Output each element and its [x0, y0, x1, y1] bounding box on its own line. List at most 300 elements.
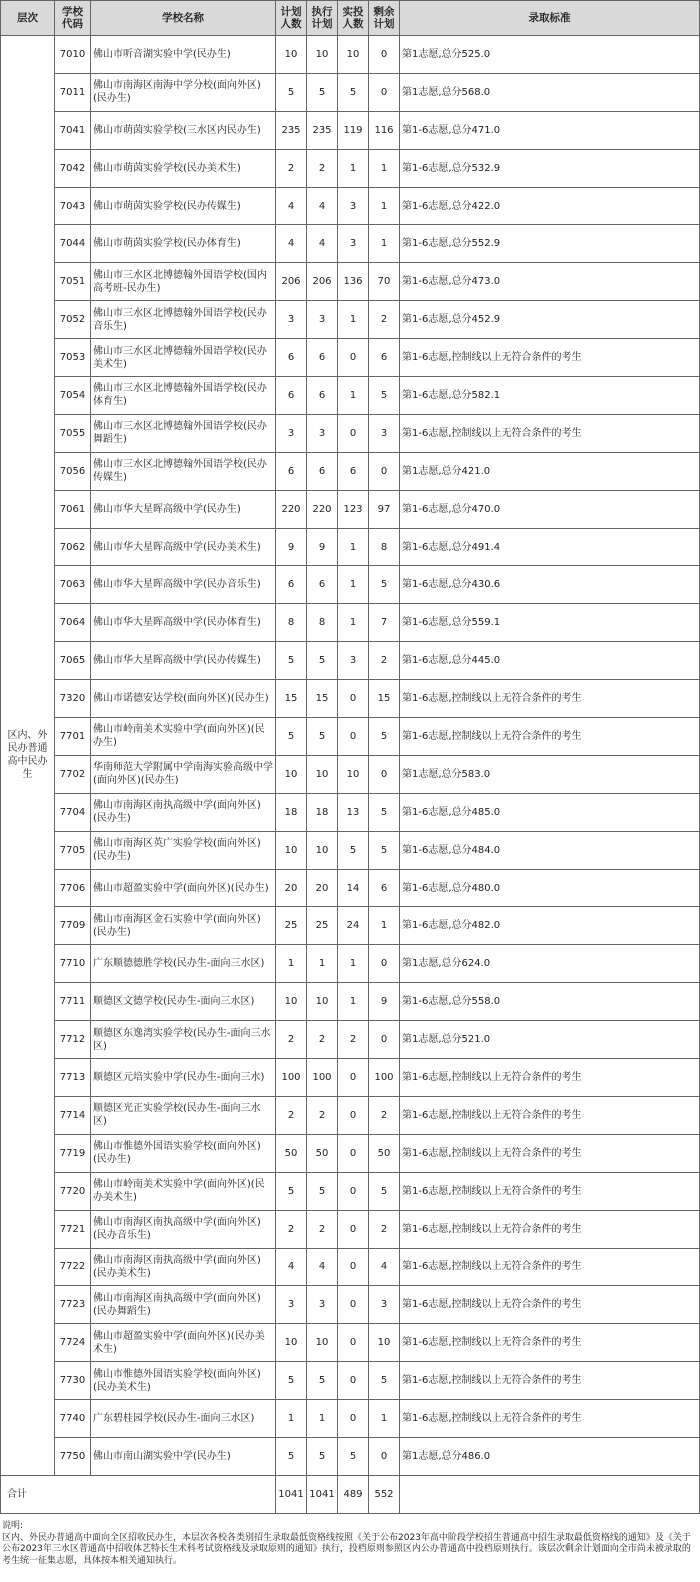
plan-cell: 5: [276, 1362, 307, 1400]
plan-cell: 10: [276, 36, 307, 74]
header-exec: [307, 1, 338, 36]
remain-cell: 3: [369, 1286, 400, 1324]
code-cell: 7010: [55, 36, 91, 74]
code-cell: 7042: [55, 149, 91, 187]
exec-cell: 50: [307, 1134, 338, 1172]
name-cell: 佛山市华大星晖高级中学(民办传媒生): [91, 642, 276, 680]
header-level: 层次: [1, 1, 55, 36]
code-cell: 7719: [55, 1134, 91, 1172]
table-row: [1, 1437, 700, 1475]
plan-cell: 6: [276, 339, 307, 377]
header-name: 学校名称: [91, 1, 276, 36]
table-row: [1, 1134, 700, 1172]
remain-cell: 2: [369, 642, 400, 680]
table-row: [1, 111, 700, 149]
header-row: [1, 1, 700, 36]
exec-cell: 3: [307, 301, 338, 339]
actual-cell: 5: [338, 1437, 369, 1475]
standard-cell: 第1-6志愿,控制线以上无符合条件的考生: [400, 1134, 700, 1172]
table-row: [1, 1248, 700, 1286]
code-cell: 7711: [55, 983, 91, 1021]
standard-cell: 第1-6志愿,总分482.0: [400, 907, 700, 945]
code-cell: 7056: [55, 452, 91, 490]
actual-cell: 0: [338, 414, 369, 452]
table-body: [1, 36, 700, 1514]
name-cell: 佛山市南海区南执高级中学(面向外区)(民办美术生): [91, 1248, 276, 1286]
remain-cell: 97: [369, 490, 400, 528]
plan-cell: 9: [276, 528, 307, 566]
actual-cell: 3: [338, 642, 369, 680]
code-cell: 7720: [55, 1172, 91, 1210]
actual-cell: 1: [338, 149, 369, 187]
name-cell: 佛山市南海区南执高级中学(面向外区)(民办生): [91, 793, 276, 831]
code-cell: 7061: [55, 490, 91, 528]
actual-cell: 0: [338, 718, 369, 756]
remain-cell: 15: [369, 680, 400, 718]
plan-cell: 1: [276, 1400, 307, 1438]
name-cell: 佛山市南海区金石实验中学(面向外区)(民办生): [91, 907, 276, 945]
exec-cell: 15: [307, 680, 338, 718]
plan-cell: 10: [276, 755, 307, 793]
plan-cell: 3: [276, 1286, 307, 1324]
code-cell: 7704: [55, 793, 91, 831]
remain-cell: 1: [369, 907, 400, 945]
actual-cell: 0: [338, 1324, 369, 1362]
standard-cell: 第1-6志愿,总分491.4: [400, 528, 700, 566]
header-remain: [369, 1, 400, 36]
plan-cell: 235: [276, 111, 307, 149]
remain-cell: 5: [369, 566, 400, 604]
exec-cell: 6: [307, 339, 338, 377]
table-row: [1, 1210, 700, 1248]
name-cell: 佛山市三水区北博德翰外国语学校(民办体育生): [91, 377, 276, 415]
name-cell: 佛山市三水区北博德翰外国语学校(民办美术生): [91, 339, 276, 377]
name-cell: 佛山市南山湖实验中学(民办生): [91, 1437, 276, 1475]
plan-cell: 8: [276, 604, 307, 642]
exec-cell: 6: [307, 452, 338, 490]
code-cell: 7706: [55, 869, 91, 907]
remain-cell: 2: [369, 1096, 400, 1134]
exec-cell: 6: [307, 566, 338, 604]
actual-cell: 0: [338, 1210, 369, 1248]
plan-cell: 220: [276, 490, 307, 528]
standard-cell: 第1志愿,总分525.0: [400, 36, 700, 74]
actual-cell: 0: [338, 1362, 369, 1400]
exec-cell: 8: [307, 604, 338, 642]
name-cell: 佛山市三水区北博德翰外国语学校(民办传媒生): [91, 452, 276, 490]
plan-cell: 5: [276, 73, 307, 111]
remain-cell: 0: [369, 945, 400, 983]
total-row: [1, 1475, 700, 1513]
name-cell: 广东顺德德胜学校(民办生-面向三水区): [91, 945, 276, 983]
actual-cell: 0: [338, 1096, 369, 1134]
plan-cell: 5: [276, 642, 307, 680]
table-row: [1, 718, 700, 756]
table-row: [1, 339, 700, 377]
code-cell: 7054: [55, 377, 91, 415]
table-row: [1, 642, 700, 680]
name-cell: 顺德区元培实验中学(民办生-面向三水): [91, 1059, 276, 1097]
exec-cell: 5: [307, 1362, 338, 1400]
code-cell: 7062: [55, 528, 91, 566]
actual-cell: 24: [338, 907, 369, 945]
table-row: [1, 1362, 700, 1400]
exec-cell: 4: [307, 187, 338, 225]
name-cell: 佛山市华大星晖高级中学(民办音乐生): [91, 566, 276, 604]
remain-cell: 70: [369, 263, 400, 301]
name-cell: 佛山市华大星晖高级中学(民办美术生): [91, 528, 276, 566]
exec-cell: 9: [307, 528, 338, 566]
exec-cell: 20: [307, 869, 338, 907]
note-block: [2, 1521, 696, 1567]
total-label: 合计: [1, 1475, 276, 1513]
header-code: [55, 1, 91, 36]
actual-cell: 10: [338, 755, 369, 793]
name-cell: 佛山市岭南美术实验中学(面向外区)(民办生): [91, 718, 276, 756]
exec-cell: 206: [307, 263, 338, 301]
remain-cell: 0: [369, 1021, 400, 1059]
standard-cell: 第1-6志愿,控制线以上无符合条件的考生: [400, 1059, 700, 1097]
remain-cell: 2: [369, 1210, 400, 1248]
remain-cell: 0: [369, 73, 400, 111]
table-row: [1, 1096, 700, 1134]
code-cell: 7063: [55, 566, 91, 604]
exec-cell: 5: [307, 1172, 338, 1210]
standard-cell: 第1志愿,总分421.0: [400, 452, 700, 490]
table-row: [1, 263, 700, 301]
remain-cell: 6: [369, 339, 400, 377]
actual-cell: 0: [338, 1172, 369, 1210]
exec-cell: 18: [307, 793, 338, 831]
table-row: [1, 149, 700, 187]
exec-cell: 10: [307, 1324, 338, 1362]
header-actual-text: 实投 人数: [342, 6, 364, 30]
plan-cell: 2: [276, 1210, 307, 1248]
code-cell: 7709: [55, 907, 91, 945]
plan-cell: 6: [276, 452, 307, 490]
actual-cell: 0: [338, 680, 369, 718]
standard-cell: 第1-6志愿,总分471.0: [400, 111, 700, 149]
remain-cell: 7: [369, 604, 400, 642]
actual-cell: 123: [338, 490, 369, 528]
plan-cell: 6: [276, 377, 307, 415]
code-cell: 7052: [55, 301, 91, 339]
code-cell: 7320: [55, 680, 91, 718]
table-row: [1, 983, 700, 1021]
name-cell: 顺德区东逸湾实验学校(民办生-面向三水区): [91, 1021, 276, 1059]
plan-cell: 2: [276, 1096, 307, 1134]
remain-cell: 5: [369, 1362, 400, 1400]
name-cell: 佛山市萌茵实验学校(民办体育生): [91, 225, 276, 263]
plan-cell: 1: [276, 945, 307, 983]
exec-cell: 220: [307, 490, 338, 528]
code-cell: 7710: [55, 945, 91, 983]
plan-cell: 206: [276, 263, 307, 301]
actual-cell: 5: [338, 73, 369, 111]
remain-cell: 8: [369, 528, 400, 566]
actual-cell: 1: [338, 566, 369, 604]
plan-cell: 2: [276, 1021, 307, 1059]
plan-cell: 4: [276, 225, 307, 263]
exec-cell: 235: [307, 111, 338, 149]
standard-cell: 第1-6志愿,总分559.1: [400, 604, 700, 642]
standard-cell: 第1-6志愿,总分452.9: [400, 301, 700, 339]
standard-cell: 第1-6志愿,控制线以上无符合条件的考生: [400, 414, 700, 452]
code-cell: 7043: [55, 187, 91, 225]
actual-cell: 0: [338, 1248, 369, 1286]
name-cell: 佛山市华大星晖高级中学(民办生): [91, 490, 276, 528]
standard-cell: 第1-6志愿,总分552.9: [400, 225, 700, 263]
standard-cell: 第1-6志愿,总分532.9: [400, 149, 700, 187]
code-cell: 7740: [55, 1400, 91, 1438]
exec-cell: 10: [307, 36, 338, 74]
plan-cell: 3: [276, 301, 307, 339]
name-cell: 佛山市南海区南执高级中学(面向外区)(民办音乐生): [91, 1210, 276, 1248]
actual-cell: 10: [338, 36, 369, 74]
standard-cell: 第1-6志愿,总分485.0: [400, 793, 700, 831]
code-cell: 7724: [55, 1324, 91, 1362]
actual-cell: 3: [338, 225, 369, 263]
code-cell: 7714: [55, 1096, 91, 1134]
actual-cell: 2: [338, 1021, 369, 1059]
table-row: [1, 1400, 700, 1438]
table-row: [1, 793, 700, 831]
standard-cell: 第1-6志愿,控制线以上无符合条件的考生: [400, 1210, 700, 1248]
table-row: [1, 1021, 700, 1059]
name-cell: 佛山市萌茵实验学校(三水区内民办生): [91, 111, 276, 149]
code-cell: 7750: [55, 1437, 91, 1475]
table-row: [1, 452, 700, 490]
code-cell: 7721: [55, 1210, 91, 1248]
remain-cell: 100: [369, 1059, 400, 1097]
header-code-text: 学校 代码: [62, 6, 83, 30]
plan-cell: 5: [276, 718, 307, 756]
exec-cell: 4: [307, 1248, 338, 1286]
exec-cell: 5: [307, 73, 338, 111]
name-cell: 华南师范大学附属中学南海实验高级中学(面向外区)(民办生): [91, 755, 276, 793]
remain-cell: 2: [369, 301, 400, 339]
table-row: [1, 73, 700, 111]
remain-cell: 1: [369, 187, 400, 225]
name-cell: 佛山市三水区北博德翰外国语学校(国内高考班-民办生): [91, 263, 276, 301]
plan-cell: 6: [276, 566, 307, 604]
code-cell: 7064: [55, 604, 91, 642]
remain-cell: 6: [369, 869, 400, 907]
standard-cell: 第1-6志愿,控制线以上无符合条件的考生: [400, 339, 700, 377]
code-cell: 7712: [55, 1021, 91, 1059]
standard-cell: 第1-6志愿,控制线以上无符合条件的考生: [400, 1362, 700, 1400]
total-actual: 489: [338, 1475, 369, 1513]
table-row: [1, 604, 700, 642]
code-cell: 7722: [55, 1248, 91, 1286]
note-text: 区内、外民办普通高中面向全区招收民办生，本层次各校各类别招生录取最低资格线按照《关于公布2023年高中阶段学校招生普通高中招生录取最低资格线的通知》及《关于公布2023年三水区普通高中招收体艺特长生术科考试资格线及录取原则的通知》执行，投档原则参照区内公办普通高中投档原则执行。该层次剩余计划面向全市尚未被录取的考生统一征集志愿，具体按本相关通知执行。: [2, 1532, 691, 1566]
standard-cell: 第1-6志愿,总分473.0: [400, 263, 700, 301]
level-cell: 区内、外民办普通高中民办生: [1, 36, 55, 1476]
plan-cell: 5: [276, 1437, 307, 1475]
remain-cell: 3: [369, 414, 400, 452]
standard-cell: 第1-6志愿,总分480.0: [400, 869, 700, 907]
actual-cell: 1: [338, 528, 369, 566]
exec-cell: 10: [307, 755, 338, 793]
exec-cell: 1: [307, 1400, 338, 1438]
total-remain: 552: [369, 1475, 400, 1513]
standard-cell: 第1-6志愿,控制线以上无符合条件的考生: [400, 718, 700, 756]
name-cell: 佛山市萌茵实验学校(民办传媒生): [91, 187, 276, 225]
standard-cell: 第1-6志愿,控制线以上无符合条件的考生: [400, 1400, 700, 1438]
code-cell: 7011: [55, 73, 91, 111]
total-plan: 1041: [276, 1475, 307, 1513]
standard-cell: 第1-6志愿,控制线以上无符合条件的考生: [400, 1248, 700, 1286]
code-cell: 7053: [55, 339, 91, 377]
table-row: [1, 225, 700, 263]
actual-cell: 5: [338, 831, 369, 869]
note-title: 说明:: [2, 1521, 24, 1531]
plan-cell: 4: [276, 187, 307, 225]
actual-cell: 6: [338, 452, 369, 490]
exec-cell: 2: [307, 1021, 338, 1059]
remain-cell: 50: [369, 1134, 400, 1172]
table-row: [1, 831, 700, 869]
exec-cell: 3: [307, 1286, 338, 1324]
table-row: [1, 566, 700, 604]
standard-cell: 第1志愿,总分568.0: [400, 73, 700, 111]
exec-cell: 5: [307, 1437, 338, 1475]
name-cell: 佛山市诺德安达学校(面向外区)(民办生): [91, 680, 276, 718]
standard-cell: 第1-6志愿,总分422.0: [400, 187, 700, 225]
remain-cell: 10: [369, 1324, 400, 1362]
code-cell: 7065: [55, 642, 91, 680]
table-row: [1, 755, 700, 793]
name-cell: 佛山市萌茵实验学校(民办美术生): [91, 149, 276, 187]
actual-cell: 1: [338, 983, 369, 1021]
table-row: [1, 301, 700, 339]
exec-cell: 5: [307, 718, 338, 756]
header-standard: 录取标准: [400, 1, 700, 36]
actual-cell: 0: [338, 1059, 369, 1097]
standard-cell: 第1-6志愿,总分470.0: [400, 490, 700, 528]
remain-cell: 5: [369, 793, 400, 831]
plan-cell: 10: [276, 1324, 307, 1362]
code-cell: 7051: [55, 263, 91, 301]
remain-cell: 1: [369, 225, 400, 263]
total-standard-empty: [400, 1475, 700, 1513]
name-cell: 佛山市南海区南海中学分校(面向外区)(民办生): [91, 73, 276, 111]
code-cell: 7705: [55, 831, 91, 869]
plan-cell: 3: [276, 414, 307, 452]
table-row: [1, 36, 700, 74]
exec-cell: 5: [307, 642, 338, 680]
actual-cell: 119: [338, 111, 369, 149]
exec-cell: 25: [307, 907, 338, 945]
actual-cell: 1: [338, 604, 369, 642]
name-cell: 顺德区光正实验学校(民办生-面向三水区): [91, 1096, 276, 1134]
table-row: [1, 1324, 700, 1362]
remain-cell: 9: [369, 983, 400, 1021]
table-row: [1, 680, 700, 718]
name-cell: 佛山市岭南美术实验中学(面向外区)(民办美术生): [91, 1172, 276, 1210]
code-cell: 7723: [55, 1286, 91, 1324]
code-cell: 7701: [55, 718, 91, 756]
exec-cell: 2: [307, 149, 338, 187]
plan-cell: 18: [276, 793, 307, 831]
exec-cell: 2: [307, 1096, 338, 1134]
actual-cell: 1: [338, 301, 369, 339]
name-cell: 佛山市超盈实验中学(面向外区)(民办美术生): [91, 1324, 276, 1362]
plan-cell: 2: [276, 149, 307, 187]
header-plan: [276, 1, 307, 36]
actual-cell: 3: [338, 187, 369, 225]
name-cell: 佛山市三水区北博德翰外国语学校(民办舞蹈生): [91, 414, 276, 452]
plan-cell: 50: [276, 1134, 307, 1172]
standard-cell: 第1-6志愿,总分558.0: [400, 983, 700, 1021]
remain-cell: 4: [369, 1248, 400, 1286]
code-cell: 7730: [55, 1362, 91, 1400]
exec-cell: 4: [307, 225, 338, 263]
plan-cell: 25: [276, 907, 307, 945]
actual-cell: 136: [338, 263, 369, 301]
remain-cell: 1: [369, 1400, 400, 1438]
exec-cell: 100: [307, 1059, 338, 1097]
table-row: [1, 528, 700, 566]
standard-cell: 第1-6志愿,控制线以上无符合条件的考生: [400, 1286, 700, 1324]
table-row: [1, 945, 700, 983]
name-cell: 佛山市三水区北博德翰外国语学校(民办音乐生): [91, 301, 276, 339]
plan-cell: 10: [276, 831, 307, 869]
actual-cell: 13: [338, 793, 369, 831]
name-cell: 佛山市华大星晖高级中学(民办体育生): [91, 604, 276, 642]
standard-cell: 第1志愿,总分583.0: [400, 755, 700, 793]
total-exec: 1041: [307, 1475, 338, 1513]
actual-cell: 1: [338, 945, 369, 983]
actual-cell: 1: [338, 377, 369, 415]
table-row: [1, 907, 700, 945]
plan-cell: 100: [276, 1059, 307, 1097]
header-actual: [338, 1, 369, 36]
header-plan-text: 计划 人数: [280, 6, 302, 30]
table-row: [1, 1286, 700, 1324]
name-cell: 佛山市超盈实验中学(面向外区)(民办生): [91, 869, 276, 907]
name-cell: 广东碧桂园学校(民办生-面向三水区): [91, 1400, 276, 1438]
standard-cell: 第1-6志愿,控制线以上无符合条件的考生: [400, 1324, 700, 1362]
exec-cell: 3: [307, 414, 338, 452]
actual-cell: 0: [338, 339, 369, 377]
standard-cell: 第1志愿,总分521.0: [400, 1021, 700, 1059]
plan-cell: 5: [276, 1172, 307, 1210]
exec-cell: 10: [307, 983, 338, 1021]
standard-cell: 第1-6志愿,总分484.0: [400, 831, 700, 869]
remain-cell: 0: [369, 36, 400, 74]
remain-cell: 5: [369, 1172, 400, 1210]
remain-cell: 5: [369, 831, 400, 869]
header-exec-text: 执行 计划: [311, 6, 333, 30]
actual-cell: 14: [338, 869, 369, 907]
standard-cell: 第1志愿,总分486.0: [400, 1437, 700, 1475]
actual-cell: 0: [338, 1400, 369, 1438]
name-cell: 佛山市南海区英广实验学校(面向外区)(民办生): [91, 831, 276, 869]
plan-cell: 15: [276, 680, 307, 718]
exec-cell: 2: [307, 1210, 338, 1248]
table-row: [1, 869, 700, 907]
exec-cell: 6: [307, 377, 338, 415]
code-cell: 7041: [55, 111, 91, 149]
plan-cell: 20: [276, 869, 307, 907]
plan-cell: 4: [276, 1248, 307, 1286]
table-row: [1, 1172, 700, 1210]
actual-cell: 0: [338, 1286, 369, 1324]
remain-cell: 1: [369, 149, 400, 187]
exec-cell: 1: [307, 945, 338, 983]
name-cell: 佛山市南海区南执高级中学(面向外区)(民办舞蹈生): [91, 1286, 276, 1324]
